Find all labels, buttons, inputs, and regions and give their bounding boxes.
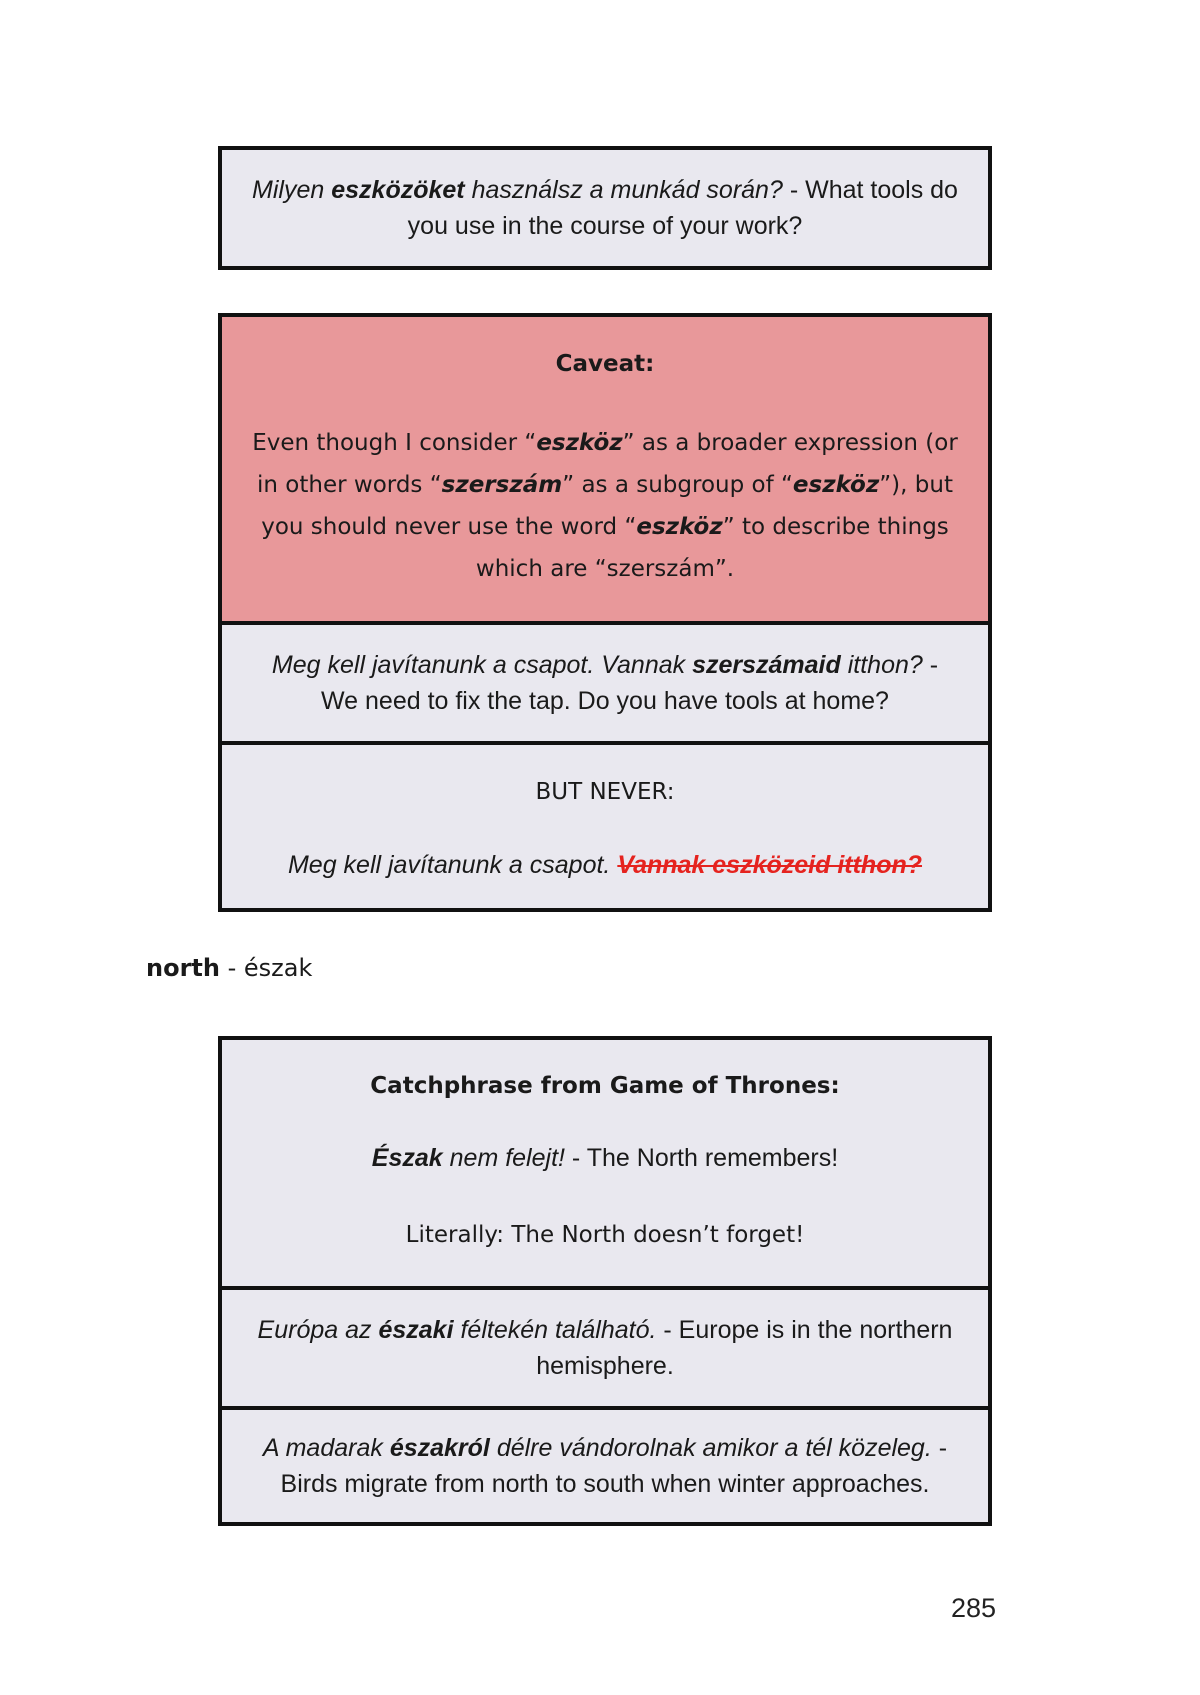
got-literal: Literally: The North doesn’t forget! (405, 1222, 805, 1248)
but-never-example: Meg kell javítanunk a csapot. Vannak eszközeid itthon? (287, 850, 923, 879)
caveat-text: Even though I consider “eszköz” as a broader expression (or in other words “szerszám” as a subgroup of “eszköz”), but you should never use the word “eszköz” to describe things which are “szerszám”. (252, 430, 958, 582)
term-english: north (146, 954, 220, 982)
example-tools (222, 150, 988, 266)
keyword-szerszam: szerszám (441, 472, 563, 498)
got-cell (222, 1040, 988, 1286)
keyword-eszakrol: északról (389, 1434, 490, 1462)
caveat-cell (222, 317, 988, 621)
got-title: Catchphrase from Game of Thrones: (370, 1073, 840, 1099)
example-box-tools (218, 146, 992, 270)
page-number: 285 (950, 1593, 996, 1623)
keyword-eszkoz-2: eszköz (792, 472, 880, 498)
keyword-eszkoz-3: eszköz (636, 514, 723, 540)
keyword-eszak: Észak (371, 1144, 443, 1172)
wrong-usage-struck: Vannak eszközeid itthon? (617, 850, 923, 879)
north-box (218, 1036, 992, 1526)
example-europe (222, 1286, 988, 1406)
keyword-szerszamaid: szerszámaid (692, 651, 841, 679)
example-tools-text: Milyen eszközöket használsz a munkád során? - What tools do you use in the course of your work? (252, 176, 958, 240)
but-never-cell (222, 741, 988, 908)
example-birds-text: A madarak északról délre vándorolnak amikor a tél közeleg. - Birds migrate from north to south when winter approaches. (262, 1434, 948, 1498)
got-phrase: Észak nem felejt! - The North remembers! (371, 1144, 839, 1172)
example-tap (222, 621, 988, 741)
keyword-eszkoz-1: eszköz (536, 430, 623, 456)
vocab-term: north - észak (146, 954, 313, 982)
caveat-box (218, 313, 992, 912)
keyword-eszkozoket: eszközöket (331, 176, 465, 204)
example-tap-text: Meg kell javítanunk a csapot. Vannak szerszámaid itthon? - We need to fix the tap. Do you have tools at home? (271, 651, 939, 715)
example-europe-text: Európa az északi féltekén található. - Europe is in the northern hemisphere. (257, 1316, 953, 1380)
example-birds (222, 1406, 988, 1522)
keyword-eszaki: északi (378, 1316, 454, 1344)
term-hungarian: észak (243, 954, 313, 982)
caveat-title: Caveat: (555, 351, 655, 377)
but-never-label: BUT NEVER: (535, 778, 675, 805)
